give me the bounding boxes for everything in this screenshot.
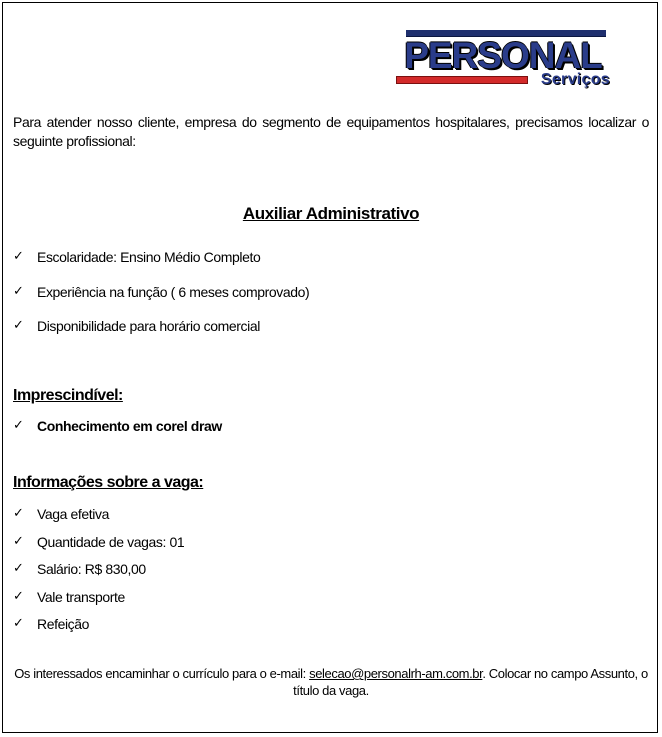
checkmark-icon: ✓ <box>13 533 24 549</box>
list-item <box>13 504 184 532</box>
job-info-text: Quantidade de vagas: 01 <box>37 533 185 550</box>
footer-instructions <box>10 665 652 699</box>
checkmark-icon: ✓ <box>13 418 24 433</box>
requirement-text: Experiência na função ( 6 meses comprovado) <box>37 283 310 300</box>
list-item <box>13 247 309 282</box>
intro-paragraph: Para atender nosso cliente, empresa do segmento de equipamentos hospitalares, precisamos localizar o seguinte profissional: <box>13 114 649 149</box>
email-link[interactable]: selecao@personalrh-am.com.br <box>309 666 483 681</box>
job-info-heading: Informações sobre a vaga: <box>13 474 204 491</box>
job-info-text: Salário: R$ 830,00 <box>37 561 146 577</box>
checkmark-icon: ✓ <box>13 318 24 333</box>
checkmark-icon: ✓ <box>13 506 24 521</box>
company-logo <box>396 30 610 90</box>
footer-prefix: Os interessados encaminhar o currículo para o e-mail: <box>14 666 310 681</box>
essential-text: Conhecimento em corel draw <box>37 418 222 434</box>
job-info-text: Refeição <box>37 616 90 632</box>
job-info-list <box>13 504 184 642</box>
logo-subtitle: Serviços <box>540 71 610 88</box>
list-item <box>13 559 184 587</box>
essential-list <box>13 416 222 436</box>
checkmark-icon: ✓ <box>13 616 24 631</box>
job-info-text: Vale transporte <box>37 588 125 605</box>
job-title: Auxiliar Administrativo <box>242 204 420 223</box>
requirement-text: Escolaridade: Ensino Médio Completo <box>37 249 261 265</box>
logo-red-bar <box>396 76 528 84</box>
checkmark-icon: ✓ <box>13 249 24 264</box>
checkmark-icon: ✓ <box>13 283 24 299</box>
list-item <box>13 416 222 436</box>
footer-suffix: . Colocar no campo Assunto, o título da vaga. <box>293 666 648 698</box>
list-item <box>13 532 184 560</box>
essential-heading: Imprescindível: <box>13 387 123 404</box>
list-item <box>13 587 184 615</box>
requirement-text: Disponibilidade para horário comercial <box>37 318 260 334</box>
logo-name: PERSONAL <box>404 35 602 76</box>
list-item <box>13 316 309 351</box>
checkmark-icon: ✓ <box>13 588 24 604</box>
checkmark-icon: ✓ <box>13 561 24 576</box>
job-info-text: Vaga efetiva <box>37 506 109 522</box>
requirements-list <box>13 247 309 351</box>
list-item <box>13 282 309 317</box>
list-item <box>13 614 184 642</box>
